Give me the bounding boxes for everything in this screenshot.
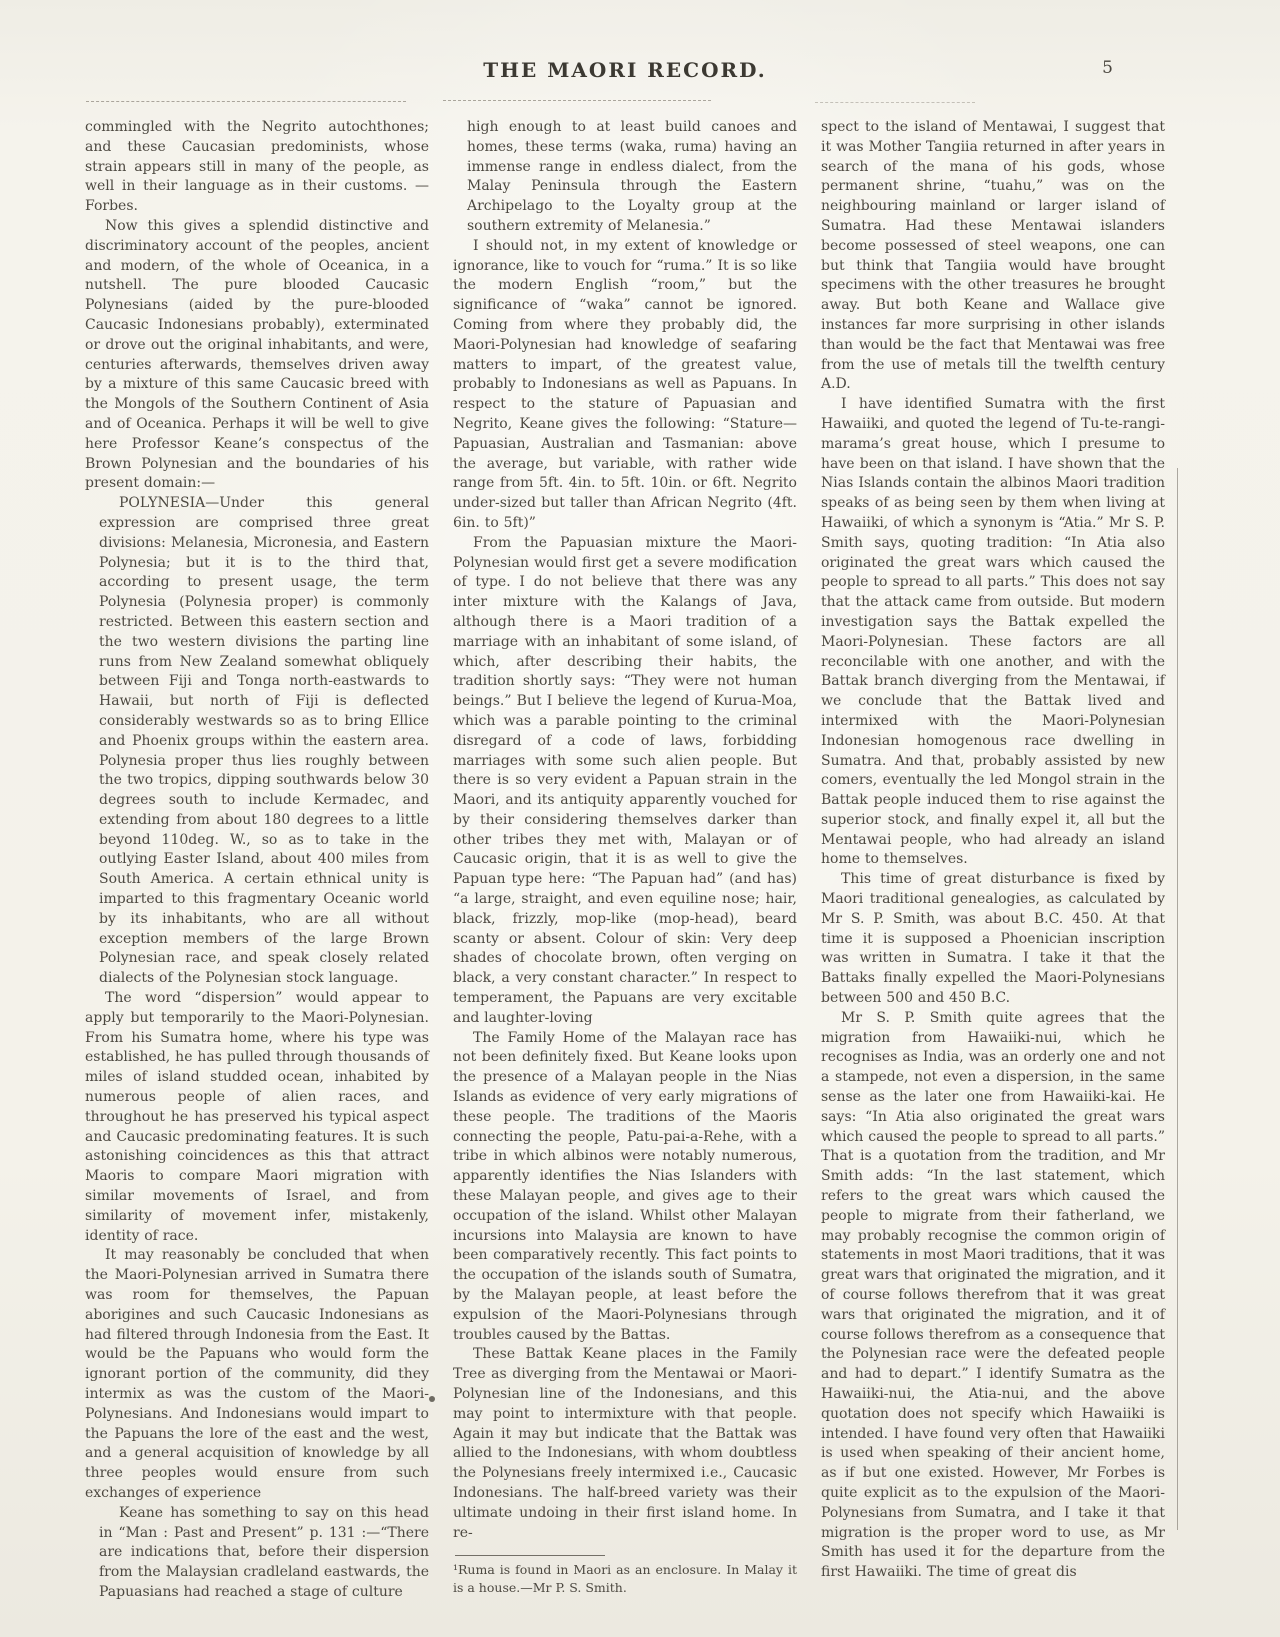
- paragraph: The word “dispersion” would appear to apply but temporarily to the Maori-Polynesian. From his Sumatra home, where his type was established, he has pulled through thousands of miles of island studded ocean, inhabited by numerous people of alien races, and throughout he has preserved his typical aspect and Caucasic predominating features. It is such astonishing coincidences as this that attract Maoris to compare Maori migration with similar movements of Israel, and from similarity of movement infer, mistakenly, identity of race.: [85, 990, 429, 1244]
- paragraph: These Battak Keane places in the Family Tree as diverging from the Mentawai or Maori-Polynesian line of the Indonesians, and this may point to intermixture with that people. Again it may but indicate that the Battak was allied to the Indonesians, with whom doubtless the Polynesians freely intermixed i.e., Caucasic Indonesians. The half-breed variety was their ultimate undoing in their first island home. In re-: [453, 1346, 797, 1541]
- text-columns: [85, 118, 1165, 1603]
- paragraph: I have identified Sumatra with the first Hawaiiki, and quoted the legend of Tu-te-rangi-marama’s great house, which I presume to have been on that island. I have shown that the Nias Islands contain the albinos Maori tradition speaks of as being seen by them when living at Hawaiiki, of which a synonym is “Atia.” Mr S. P. Smith says, quoting tradition: “In Atia also originated the great wars which caused the people to spread to all parts.” This does not say that the attack came from outside. But modern investigation says the Battak expelled the Maori-Polynesian. These factors are all reconcilable with one another, and with the Battak branch diverging from the Mentawai, if we conclude that the Battak lived and intermixed with the Maori-Polynesian Indonesian homogenous race dwelling in Sumatra. And that, probably assisted by new comers, eventually the led Mongol strain in the Battak people induced them to rise against the superior stock, and finally expel it, all but the Mentawai people, who had already an island home to themselves.: [821, 396, 1165, 868]
- column-1: [85, 118, 429, 1603]
- paragraph: commingled with the Negrito autochthones; and these Caucasian predominists, whose strain appears still in many of the people, as well in their language as in their customs. —Forbes.: [85, 119, 429, 215]
- paragraph: Now this gives a splendid distinctive and discriminatory account of the peoples, ancient and modern, of the whole of Oceanica, in a nutshell. The pure blooded Caucasic Polynesians (aided by the pure-blooded Caucasic Indonesians probably), exterminated or drove out the original inhabitants, and were, centuries afterwards, themselves driven away by a mixture of this same Caucasic breed with the Mongols of the Southern Continent of Asia and of Oceanica. Perhaps it will be well to give here Professor Keane’s conspectus of the Brown Polynesian and the boundaries of his present domain:—: [85, 217, 429, 492]
- paragraph: This time of great disturbance is fixed by Maori traditional genealogies, as calculated by Mr S. P. Smith, was about B.C. 450. At that time it is supposed a Phoenician inscription was written in Sumatra. I take it that the Battaks finally expelled the Maori-Polynesians between 500 and 450 B.C.: [821, 871, 1165, 1007]
- scan-dash-artifact: [443, 100, 711, 101]
- paragraph-quote: Keane has something to say on this head in “Man : Past and Present” p. 131 :—“There are indications that, before their dispersion from the Malaysian cradleland eastwards, the Papuasians had reached a stage of culture: [99, 1504, 429, 1600]
- page-header: [85, 0, 1165, 96]
- ink-spot-artifact: [429, 1396, 435, 1402]
- paragraph: I should not, in my extent of knowledge or ignorance, like to vouch for “ruma.” It is so like the modern English “room,” but the significance of “waka” cannot be ignored. Coming from where they probably did, the Maori-Polynesian had knowledge of seafaring matters to impart, of the greatest value, probably to Indonesians as well as Papuans. In respect to the stature of Papuasian and Negrito, Keane gives the following: “Stature—Papuasian, Australian and Tasmanian: above the average, but variable, with rather wide range from 5ft. 4in. to 5ft. 10in. or 6ft. Negrito under-sized but taller than African Negrito (4ft. 6in. to 5ft)”: [453, 237, 797, 531]
- paragraph-continuation: spect to the island of Mentawai, I suggest that it was Mother Tangiia returned in after years in search of the mana of his gods, whose permanent shrine, “tuahu,” was on the neighbouring mainland or larger island of Sumatra. Had these Mentawai islanders become possessed of steel weapons, one can but think that Tangiia would have brought specimens with the other treasures he brought away. But both Keane and Wallace give instances far more surprising in other islands than would be the fact that Mentawai was free from the use of metals till the twelfth century A.D.: [821, 119, 1165, 393]
- publication-title: THE MAORI RECORD.: [483, 58, 767, 82]
- paragraph: It may reasonably be concluded that when the Maori-Polynesian arrived in Sumatra there was room for themselves, the Papuan aborigines and such Caucasic Indonesians as had filtered through Indonesia from the East. It would be the Papuans who would form the ignorant portion of the community, did they intermix as was the custom of the Maori-Polynesians. And Indonesians would impart to the Papuans the lore of the east and the west, and a general acquisition of knowledge by all three peoples would ensure from such exchanges of experience: [85, 1247, 429, 1501]
- scan-dash-artifact: [86, 101, 406, 102]
- paragraph: The Family Home of the Malayan race has not been definitely fixed. But Keane looks upon the presence of a Malayan people in the Nias Islands as evidence of very early migrations of these people. The traditions of the Maoris connecting the people, Patu-pai-a-Rehe, with a tribe in which albinos were notably numerous, apparently identifies the Nias Islanders with these Malayan people, and gives age to their occupation of the island. Whilst other Malayan incursions into Malaysia are known to have been comparatively recently. This fact points to the occupation of the islands south of Sumatra, by the Malayan people, at least before the expulsion of the Maori-Polynesians through troubles caused by the Battas.: [453, 1029, 797, 1343]
- scan-dash-artifact: [815, 102, 975, 103]
- footnote-rule: [455, 1555, 605, 1556]
- scan-fold-line-artifact: [1177, 468, 1178, 1530]
- paragraph-quote: POLYNESIA—Under this general expression are comprised three great divisions: Melanesia, Micronesia, and Eastern Polynesia; but it is to the third that, according to present usage, the term Polynesia (Polynesia proper) is commonly restricted. Between this eastern section and the two western divisions the parting line runs from New Zealand somewhat obliquely between Fiji and Tonga north-eastwards to Hawaii, but north of Fiji is deflected considerably westwards so as to bring Ellice and Phoenix groups within the eastern area. Polynesia proper thus lies roughly between the two tropics, dipping southwards below 30 degrees south to include Kermadec, and extending from about 180 degrees to a little beyond 110deg. W., so as to take in the outlying Easter Island, about 400 miles from South America. A certain ethnical unity is imparted to this fragmentary Oceanic world by its inhabitants, who are all without exception members of the large Brown Polynesian race, and speak closely related dialects of the Polynesian stock language.: [99, 495, 429, 987]
- column-3: [821, 118, 1165, 1603]
- paragraph: Mr S. P. Smith quite agrees that the migration from Hawaiiki-nui, which he recognises as India, was an orderly one and not a stampede, not even a dispersion, in the same sense as the later one from Hawaiiki-kai. He says: “In Atia also originated the great wars which caused the people to spread to all parts.” That is a quotation from the tradition, and Mr Smith adds: “In the last statement, which refers to the great wars which caused the people to migrate from their fatherland, we may probably recognise the common origin of statements in most Maori traditions, that it was great wars that originated the migration, and it of course follows therefrom that it was great wars that originated the migration, and it of course follows therefrom as a consequence that the Polynesian race were the defeated people and had to depart.” I identify Sumatra as the Hawaiiki-nui, the Atia-nui, and the above quotation does not specify which Hawaiiki is intended. I have found very often that Hawaiiki is used when speaking of their ancient home, as if but one existed. However, Mr Forbes is quite explicit as to the expulsion of the Maori-Polynesians from Sumatra, and I take it that migration is the proper word to use, as Mr Smith has used it for the departure from the first Hawaiiki. The time of great dis: [821, 1009, 1165, 1581]
- page-number: 5: [1102, 58, 1113, 78]
- paragraph-quote-continuation: high enough to at least build canoes and homes, these terms (waka, ruma) having an immense range in endless dialect, from the Malay Peninsula through the Eastern Archipelago to the Loyalty group at the southern extremity of Melanesia.”: [467, 119, 797, 234]
- footnote: ¹Ruma is found in Maori as an enclosure. In Malay it is a house.—Mr P. S. Smith.: [453, 1562, 797, 1595]
- column-2: [453, 118, 797, 1603]
- paragraph: From the Papuasian mixture the Maori-Polynesian would first get a severe modification of type. I do not believe that there was any inter mixture with the Kalangs of Java, although there is a Maori tradition of a marriage with an inhabitant of some island, of which, after describing their habits, the tradition shortly says: “They were not human beings.” But I believe the legend of Kurua-Moa, which was a parable pointing to the criminal disregard of a code of laws, forbidding marriages with some such alien people. But there is so very evident a Papuan strain in the Maori, and its antiquity apparently vouched for by their considering themselves darker than other tribes they met with, Malayan or of Caucasic origin, that it is as well to give the Papuan type here: “The Papuan had” (and has) “a large, straight, and even equiline nose; hair, black, frizzly, mop-like (mop-head), beard scanty or absent. Colour of skin: Very deep shades of chocolate brown, often verging on black, a very constant character.” In respect to temperament, the Papuans are very excitable and laughter-loving: [453, 534, 797, 1026]
